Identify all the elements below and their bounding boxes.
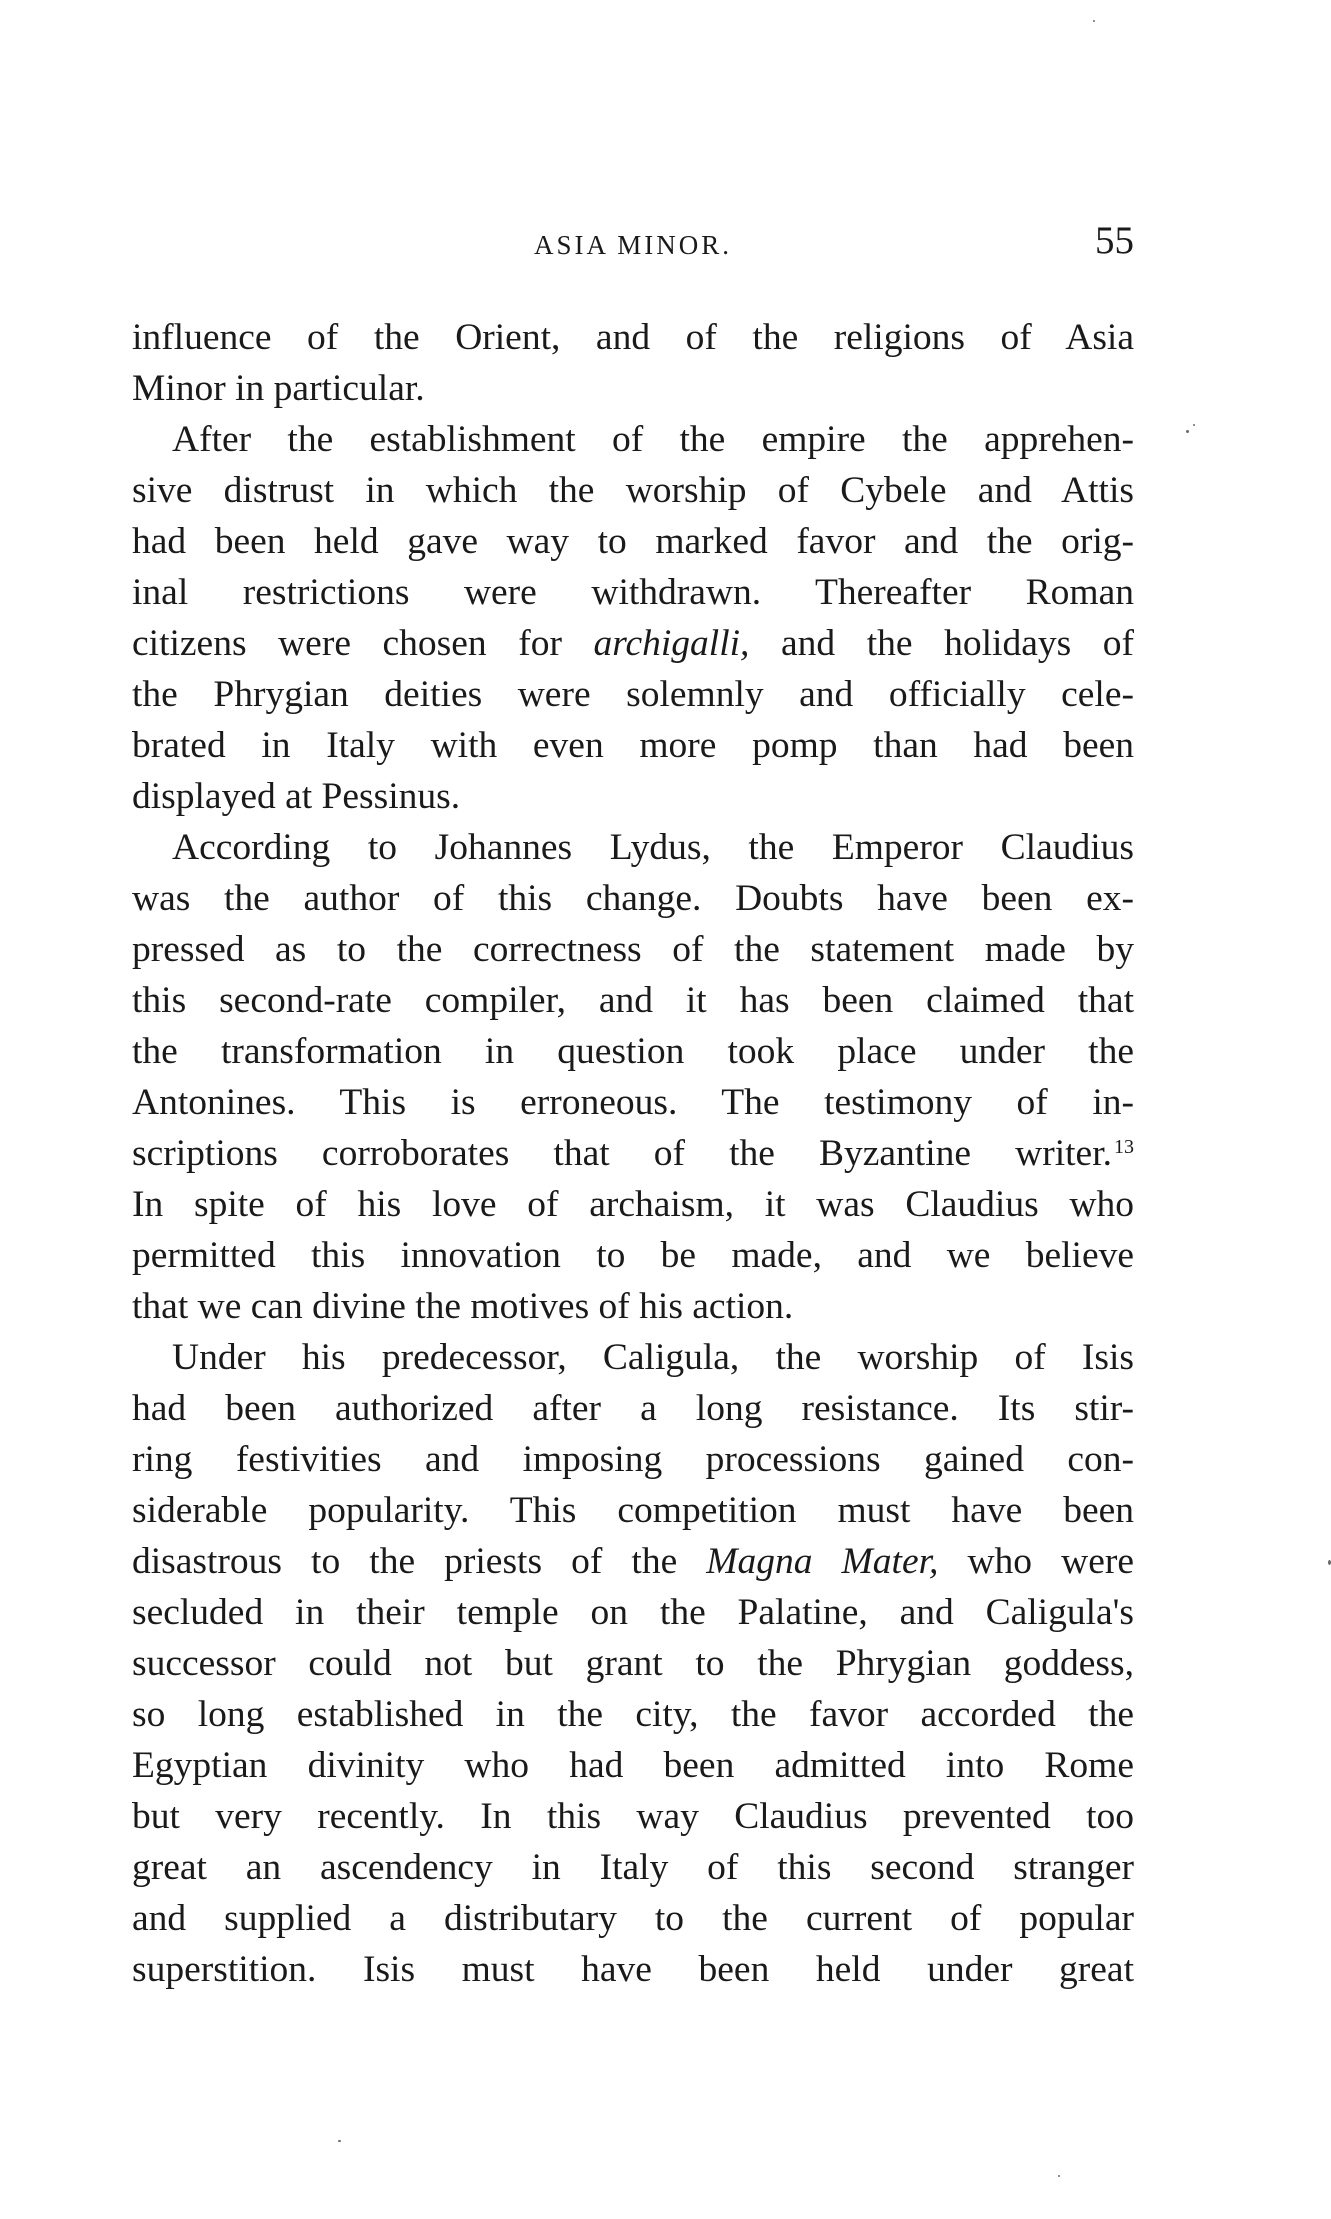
text-line	[132, 1638, 1134, 1689]
text-line	[132, 720, 1134, 771]
text-line	[132, 1893, 1134, 1944]
line-text: In spite of his love of archaism, it was Claudius who	[132, 1184, 1134, 1225]
text-line	[132, 1689, 1134, 1740]
running-head	[132, 218, 1134, 268]
line-text: secluded in their temple on the Palatine, and Caligula's	[132, 1592, 1134, 1633]
line-text: After the establishment of the empire the apprehen-	[172, 419, 1134, 460]
text-line	[132, 312, 1134, 363]
text-line	[132, 1536, 1134, 1587]
italic-term: archigalli,	[593, 623, 750, 664]
line-text: but very recently. In this way Claudius prevented too	[132, 1796, 1134, 1837]
line-text: had been held gave way to marked favor and the orig-	[132, 521, 1134, 562]
text-line	[132, 822, 1134, 873]
line-text: ring festivities and imposing processions gained con-	[132, 1439, 1134, 1480]
text-line	[132, 1281, 1134, 1332]
line-text: influence of the Orient, and of the religions of Asia	[132, 317, 1134, 358]
text-line	[132, 873, 1134, 924]
scan-speck	[1093, 20, 1095, 22]
text-line	[132, 1944, 1134, 1995]
line-text: superstition. Isis must have been held under great	[132, 1949, 1134, 1990]
line-text: siderable popularity. This competition must have been	[132, 1490, 1134, 1531]
line-text: displayed at Pessinus.	[132, 776, 461, 817]
line-text: the Phrygian deities were solemnly and officially cele-	[132, 674, 1134, 715]
page-number: 55	[1095, 219, 1134, 262]
line-text: that we can divine the motives of his action.	[132, 1286, 794, 1327]
text-line	[132, 1842, 1134, 1893]
text-line	[132, 924, 1134, 975]
text-line	[132, 1179, 1134, 1230]
line-text: had been authorized after a long resistance. Its stir-	[132, 1388, 1134, 1429]
footnote-reference[interactable]: 13	[1114, 1136, 1134, 1158]
line-text: Antonines. This is erroneous. The testimony of in-	[132, 1082, 1134, 1123]
line-text: Egyptian divinity who had been admitted into Rome	[132, 1745, 1134, 1786]
line-text: was the author of this change. Doubts have been ex-	[132, 878, 1134, 919]
body-text	[132, 312, 1134, 1995]
text-line	[132, 1485, 1134, 1536]
line-text: Under his predecessor, Caligula, the worship of Isis	[172, 1337, 1134, 1378]
line-text: disastrous to the priests of the	[132, 1541, 707, 1582]
line-text: and supplied a distributary to the current of popular	[132, 1898, 1134, 1939]
text-line	[132, 618, 1134, 669]
line-text: permitted this innovation to be made, and we believe	[132, 1235, 1134, 1276]
line-text: sive distrust in which the worship of Cybele and Attis	[132, 470, 1134, 511]
line-text: citizens were chosen for	[132, 623, 594, 664]
text-line	[132, 516, 1134, 567]
text-line	[132, 414, 1134, 465]
text-line	[132, 1740, 1134, 1791]
line-text: the transformation in question took place under the	[132, 1031, 1134, 1072]
text-line	[132, 669, 1134, 720]
text-line	[132, 1587, 1134, 1638]
text-line	[132, 1026, 1134, 1077]
text-line	[132, 465, 1134, 516]
line-text: pressed as to the correctness of the statement made by	[132, 929, 1134, 970]
scan-speck	[1058, 2175, 1060, 2177]
line-text: successor could not but grant to the Phrygian goddess,	[132, 1643, 1134, 1684]
text-line	[132, 1230, 1134, 1281]
text-line	[132, 567, 1134, 618]
line-text: scriptions corroborates that of the Byzantine writer.	[132, 1133, 1112, 1174]
text-line	[132, 975, 1134, 1026]
line-text: so long established in the city, the favor accorded the	[132, 1694, 1134, 1735]
line-text: According to Johannes Lydus, the Emperor Claudius	[172, 827, 1134, 868]
text-line	[132, 363, 1134, 414]
text-line	[132, 1332, 1134, 1383]
line-text: Minor in particular.	[132, 368, 425, 409]
running-title: ASIA MINOR.	[533, 230, 733, 260]
line-text: and the holidays of	[749, 623, 1134, 664]
text-line	[132, 1434, 1134, 1485]
text-line	[132, 1077, 1134, 1128]
paragraph	[132, 312, 1134, 414]
italic-term: Magna Mater,	[706, 1541, 939, 1582]
line-text: great an ascendency in Italy of this second stranger	[132, 1847, 1134, 1888]
text-line	[132, 771, 1134, 822]
line-text: brated in Italy with even more pomp than had been	[132, 725, 1134, 766]
text-line	[132, 1128, 1134, 1179]
line-text: inal restrictions were withdrawn. Thereafter Roman	[132, 572, 1134, 613]
scan-speck	[1193, 424, 1195, 426]
line-text: who were	[938, 1541, 1134, 1582]
text-line	[132, 1791, 1134, 1842]
scan-speck	[1186, 430, 1189, 433]
paragraph	[132, 822, 1134, 1332]
line-text: this second-rate compiler, and it has been claimed that	[132, 980, 1134, 1021]
paragraph	[132, 1332, 1134, 1995]
text-line	[132, 1383, 1134, 1434]
scan-speck	[338, 2140, 341, 2142]
paragraph	[132, 414, 1134, 822]
